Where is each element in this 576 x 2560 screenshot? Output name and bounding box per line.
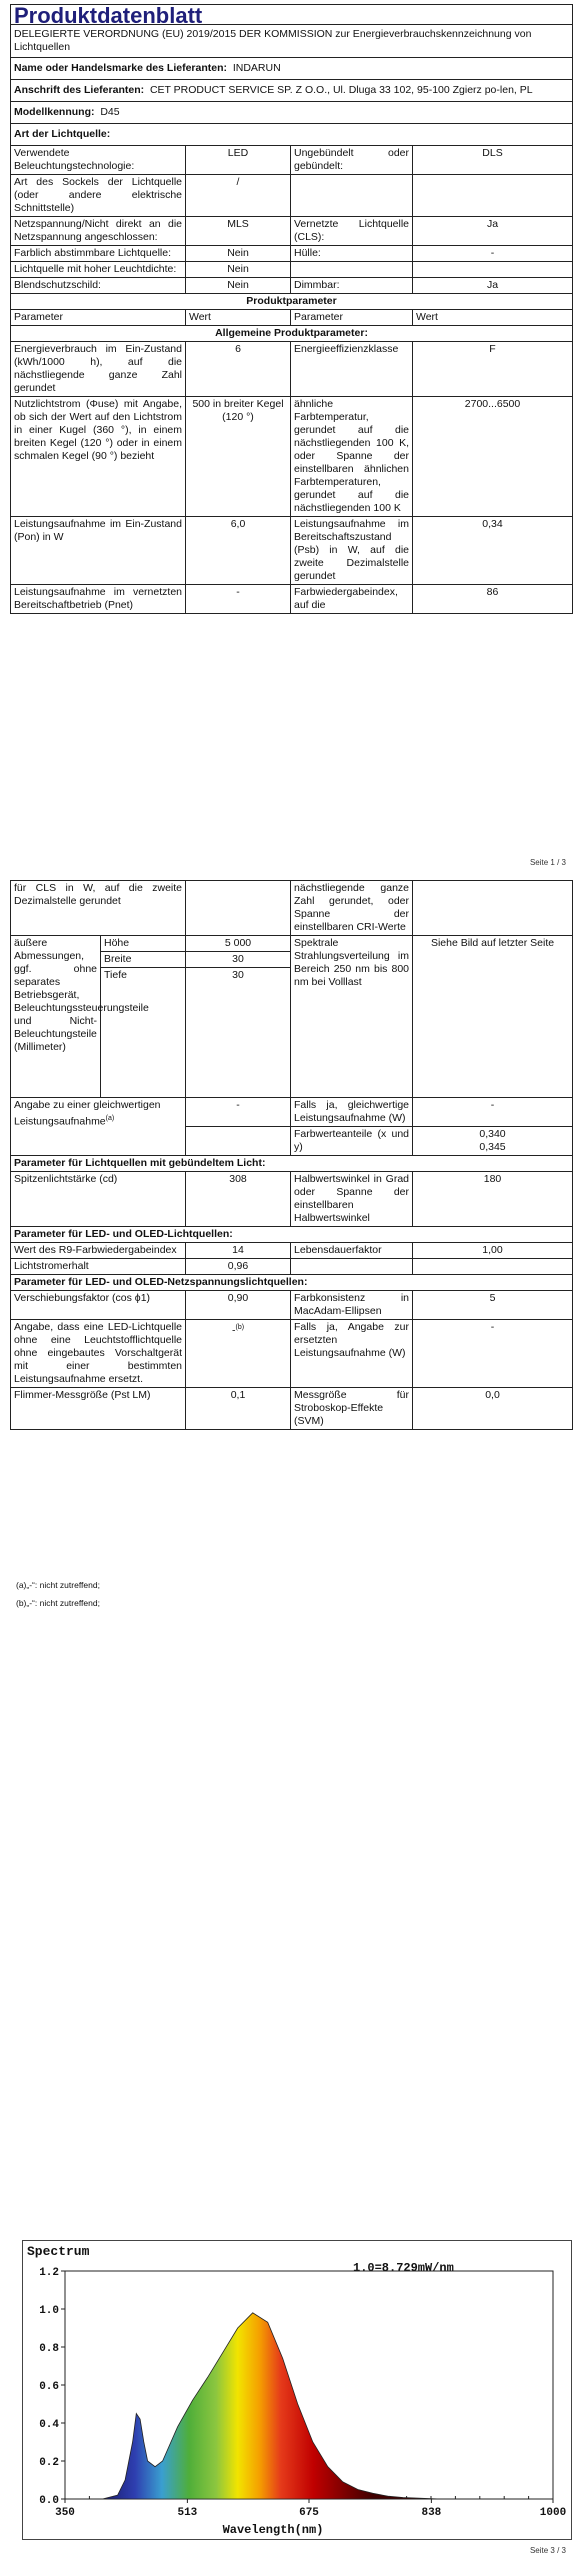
type-label: Art des Sockels der Lichtquelle (oder andere elektrische Schnittstelle) — [11, 175, 186, 217]
x-tick-label: 350 — [55, 2507, 75, 2519]
replace-right: Falls ja, Angabe zur ersetzten Leistungsaufnahme (W) — [291, 1320, 413, 1388]
y-tick-label: 0.6 — [39, 2381, 59, 2393]
life-label: Lebensdauerfaktor — [291, 1243, 413, 1259]
type-label: Verwendete Beleuchtungstechnologie: — [11, 146, 186, 175]
maint-label: Lichtstromerhalt — [11, 1259, 186, 1275]
maint-value: 0,96 — [186, 1259, 291, 1275]
spectrum-scale-note: 1.0=8.729mW/nm — [353, 2261, 454, 2275]
flicker-value: 0,1 — [186, 1388, 291, 1430]
params-title: Produktparameter — [11, 294, 573, 310]
type-label: Lichtquelle mit hoher Leuchtdichte: — [11, 262, 186, 278]
y-tick-label: 0.0 — [39, 2495, 59, 2507]
replace-value: - — [231, 1324, 236, 1337]
pf-value: 0,90 — [186, 1291, 291, 1320]
type-row — [11, 278, 573, 294]
type-right-value — [413, 175, 573, 217]
general-right-label: Farbwiedergabeindex, auf die — [291, 585, 413, 614]
life-value: 1,00 — [413, 1243, 573, 1259]
equiv-right-value: - — [413, 1098, 573, 1127]
supplier-name-label: Name oder Handelsmarke des Lieferanten: — [14, 62, 227, 74]
directional-title: Parameter für Lichtquellen mit gebündeltem Licht: — [11, 1156, 573, 1172]
header-table — [10, 4, 573, 146]
type-right-label: Ungebündelt oder gebündelt: — [291, 146, 413, 175]
type-value: MLS — [186, 217, 291, 246]
type-value: Nein — [186, 246, 291, 262]
dim-key-depth: Tiefe — [101, 968, 186, 1098]
dim-value-width: 30 — [186, 952, 291, 968]
type-value: / — [186, 175, 291, 217]
col-value-2: Wert — [413, 310, 573, 326]
type-label: Farblich abstimmbare Lichtquelle: — [11, 246, 186, 262]
mls-title: Parameter für LED- und OLED-Netzspannungslichtquellen: — [11, 1275, 573, 1291]
type-right-label — [291, 175, 413, 217]
page-3 — [0, 1640, 576, 2560]
beam-value: 180 — [413, 1172, 573, 1227]
general-value: 6 — [186, 342, 291, 397]
chroma-y: 0,345 — [479, 1141, 506, 1153]
type-right-value: DLS — [413, 146, 573, 175]
type-label: Netzspannung/Nicht direkt an die Netzspannung angeschlossen: — [11, 217, 186, 246]
page-number-1: Seite 1 / 3 — [529, 858, 566, 867]
type-value: Nein — [186, 278, 291, 294]
pf-label: Verschiebungsfaktor (cos ϕ1) — [11, 1291, 186, 1320]
replace-right-value: - — [413, 1320, 573, 1388]
general-title: Allgemeine Produktparameter: — [11, 326, 573, 342]
replace-label: Angabe, dass eine LED-Lichtquelle ohne eine Leuchtstofflichtquelle ohne eingebautes Vorschaltgerät mit einer bestimmten Leistungsaufnahme ersetzt. — [11, 1320, 186, 1388]
led-title: Parameter für LED- und OLED-Lichtquellen: — [11, 1227, 573, 1243]
type-value: LED — [186, 146, 291, 175]
dims-label: äußere Abmessungen, ggf. ohne separates Betriebsgerät, Beleuchtungssteuerungsteile und Nicht-Beleuchtungsteile (Millimeter) — [11, 936, 101, 1098]
general-right-label: Leistungsaufnahme im Bereitschaftszustand (Psb) in W, auf die zweite Dezimalstelle gerundet — [291, 517, 413, 585]
type-row — [11, 146, 573, 175]
chroma-label: Farbwerteanteile (x und y) — [291, 1127, 413, 1156]
supplier-address: CET PRODUCT SERVICE SP. Z O.O., Ul. Dluga 33 102, 95-100 Zgierz po-len, PL — [149, 84, 533, 96]
general-right-value: F — [413, 342, 573, 397]
x-tick-label: 1000 — [539, 2507, 567, 2519]
type-label: Blendschutzschild: — [11, 278, 186, 294]
spectral-label: Spektrale Strahlungsverteilung im Bereich 250 nm bis 800 nm bei Volllast — [291, 936, 413, 1098]
x-tick-label: 838 — [421, 2507, 442, 2519]
general-label: Leistungsaufnahme im vernetzten Bereitschaftbetrieb (Pnet) — [11, 585, 186, 614]
page-1 — [0, 0, 576, 880]
type-row — [11, 175, 573, 217]
general-row — [11, 585, 573, 614]
equiv-value: - — [186, 1098, 291, 1127]
y-tick-label: 1.2 — [39, 2267, 59, 2279]
type-right-label: Dimmbar: — [291, 278, 413, 294]
type-right-label: Hülle: — [291, 246, 413, 262]
y-tick-label: 0.2 — [39, 2457, 59, 2469]
dim-value-height: 5 000 — [186, 936, 291, 952]
general-right-value: 0,34 — [413, 517, 573, 585]
model-id: D45 — [100, 106, 120, 118]
general-value: - — [186, 585, 291, 614]
general-label: Energieverbrauch im Ein-Zustand (kWh/1000 h), auf die nächstliegende ganze Zahl gerundet — [11, 342, 186, 397]
spectrum-xlabel: Wavelength(nm) — [222, 2523, 324, 2537]
r9-value: 14 — [186, 1243, 291, 1259]
general-row — [11, 342, 573, 397]
col-param-1: Parameter — [11, 310, 186, 326]
page-title: Produktdatenblatt — [11, 5, 573, 25]
spectrum-chart — [22, 2240, 572, 2540]
spectrum-svg — [23, 2241, 571, 2539]
col-param-2: Parameter — [291, 310, 413, 326]
x-tick-label: 675 — [299, 2507, 319, 2519]
equiv-sup: (a) — [105, 1115, 115, 1122]
y-tick-label: 0.4 — [39, 2419, 59, 2431]
type-row — [11, 262, 573, 278]
supplier-address-label: Anschrift des Lieferanten: — [14, 84, 145, 96]
svm-label: Messgröße für Stroboskop-Effekte (SVM) — [291, 1388, 413, 1430]
x-tick-label: 513 — [177, 2507, 198, 2519]
type-right-value: Ja — [413, 278, 573, 294]
y-tick-label: 0.8 — [39, 2343, 59, 2355]
peak-label: Spitzenlichtstärke (cd) — [11, 1172, 186, 1227]
macadam-label: Farbkonsistenz in MacAdam-Ellipsen — [291, 1291, 413, 1320]
dim-key-width: Breite — [101, 952, 186, 968]
cont-right: nächstliegende ganze Zahl gerundet, oder Spanne der einstellbaren CRI-Werte — [291, 881, 413, 936]
svm-value: 0,0 — [413, 1388, 573, 1430]
r9-label: Wert des R9-Farbwiedergabeindex — [11, 1243, 186, 1259]
general-right-label: ähnliche Farbtemperatur, gerundet auf die nächstliegenden 100 K, oder Spanne der einstellbaren ähnlichen Farbtemperaturen, gerundet auf die nächstliegenden 100 K — [291, 397, 413, 517]
type-right-value: Ja — [413, 217, 573, 246]
equiv-right: Falls ja, gleichwertige Leistungsaufnahme (W) — [291, 1098, 413, 1127]
col-value-1: Wert — [186, 310, 291, 326]
general-value: 500 in breiter Kegel (120 °) — [186, 397, 291, 517]
dim-value-depth: 30 — [186, 968, 291, 1098]
dim-key-height: Höhe — [101, 936, 186, 952]
source-type-label: Art der Lichtquelle: — [11, 124, 573, 146]
regulation-text: DELEGIERTE VERORDNUNG (EU) 2019/2015 DER KOMMISSION zur Energieverbrauchskennzeichnung von Lichtquellen — [11, 25, 573, 58]
type-right-value: - — [413, 246, 573, 262]
type-row — [11, 217, 573, 246]
beam-label: Halbwertswinkel in Grad oder Spanne der einstellbaren Halbwertswinkel — [291, 1172, 413, 1227]
general-row — [11, 517, 573, 585]
type-right-label — [291, 262, 413, 278]
flicker-label: Flimmer-Messgröße (Pst LM) — [11, 1388, 186, 1430]
general-right-value: 2700...6500 — [413, 397, 573, 517]
type-value: Nein — [186, 262, 291, 278]
macadam-value: 5 — [413, 1291, 573, 1320]
general-label: Nutzlichtstrom (Φuse) mit Angabe, ob sich der Wert auf den Lichtstrom in einer Kugel (360 °), in einem breiten Kegel (120 °) oder in einem schmalen Kegel (90 °) bezieht — [11, 397, 186, 517]
peak-value: 308 — [186, 1172, 291, 1227]
general-right-value: 86 — [413, 585, 573, 614]
type-row — [11, 246, 573, 262]
model-label: Modellkennung: — [14, 106, 95, 118]
spectrum-area — [65, 2313, 553, 2499]
spectrum-title: Spectrum — [27, 2244, 90, 2259]
cont-left: für CLS in W, auf die zweite Dezimalstelle gerundet — [11, 881, 186, 936]
supplier-name: INDARUN — [232, 62, 281, 74]
general-value: 6,0 — [186, 517, 291, 585]
type-right-value — [413, 262, 573, 278]
footnote-b: (b)„-“: nicht zutreffend; — [16, 1598, 100, 1608]
general-label: Leistungsaufnahme im Ein-Zustand (Pon) in W — [11, 517, 186, 585]
chroma-x: 0,340 — [479, 1128, 506, 1140]
footnote-a: (a)„-“: nicht zutreffend; — [16, 1580, 100, 1590]
type-table — [10, 145, 573, 294]
params-table-cont — [10, 880, 573, 1430]
spectral-value: Siehe Bild auf letzter Seite — [413, 936, 573, 1098]
params-table — [10, 293, 573, 614]
y-tick-label: 1.0 — [39, 2305, 59, 2317]
page-number-3: Seite 3 / 3 — [529, 2546, 566, 2555]
page-2 — [0, 880, 576, 1640]
general-right-label: Energieeffizienzklasse — [291, 342, 413, 397]
general-row — [11, 397, 573, 517]
type-right-label: Vernetzte Lichtquelle (CLS): — [291, 217, 413, 246]
replace-sup: (b) — [235, 1324, 245, 1331]
equiv-label: Angabe zu einer gleichwertigen Leistungsaufnahme — [14, 1099, 161, 1128]
